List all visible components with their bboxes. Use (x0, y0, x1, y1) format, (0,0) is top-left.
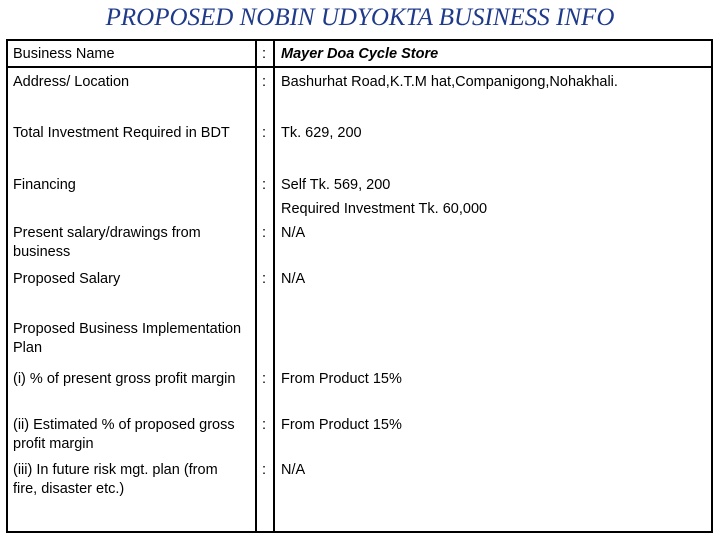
row-value: Tk. 629, 200 (281, 125, 362, 141)
row-colon: : (262, 74, 267, 90)
row-label: (ii) Estimated % of proposed gross profit margin (13, 417, 235, 452)
table-row (8, 370, 711, 416)
row-label: (iii) In future risk mgt. plan (from fire, disaster etc.) (13, 462, 218, 497)
row-colon: : (262, 225, 267, 241)
row-label: Financing (13, 177, 76, 193)
table-row (8, 416, 711, 462)
table-row (8, 173, 711, 225)
row-value: From Product 15% (281, 417, 402, 433)
row-label: (i) % of present gross profit margin (13, 371, 236, 387)
table-row (8, 224, 711, 270)
table-row (8, 121, 711, 173)
row-colon: : (262, 417, 267, 433)
table-row (8, 461, 711, 531)
business-info-table (6, 39, 713, 533)
financing-required: Required Investment Tk. 60,000 (281, 201, 488, 217)
row-colon: : (262, 271, 267, 287)
row-value: From Product 15% (281, 371, 402, 387)
row-value (281, 173, 706, 221)
financing-self: Self Tk. 569, 200 (281, 177, 391, 193)
table-row (8, 320, 711, 370)
row-label: Present salary/drawings from business (13, 225, 201, 260)
row-label: Address/ Location (13, 74, 130, 90)
row-colon: : (262, 46, 267, 62)
row-colon: : (262, 125, 267, 141)
row-value: N/A (281, 462, 306, 478)
row-value: Mayer Doa Cycle Store (281, 46, 439, 62)
row-value: Bashurhat Road,K.T.M hat,Companigong,Nohakhali. (281, 74, 618, 90)
row-colon: : (262, 371, 267, 387)
row-colon: : (262, 462, 267, 478)
table-row (8, 68, 711, 116)
row-label: Proposed Business Implementation Plan (13, 321, 242, 356)
row-label: Total Investment Required in BDT (13, 125, 230, 141)
row-label: Proposed Salary (13, 271, 121, 287)
table-row (8, 270, 711, 320)
page-title: PROPOSED NOBIN UDYOKTA BUSINESS INFO (105, 4, 615, 31)
row-value: N/A (281, 225, 306, 241)
row-value: N/A (281, 271, 306, 287)
row-colon: : (262, 177, 267, 193)
table-row (8, 41, 711, 68)
row-label: Business Name (13, 46, 115, 62)
